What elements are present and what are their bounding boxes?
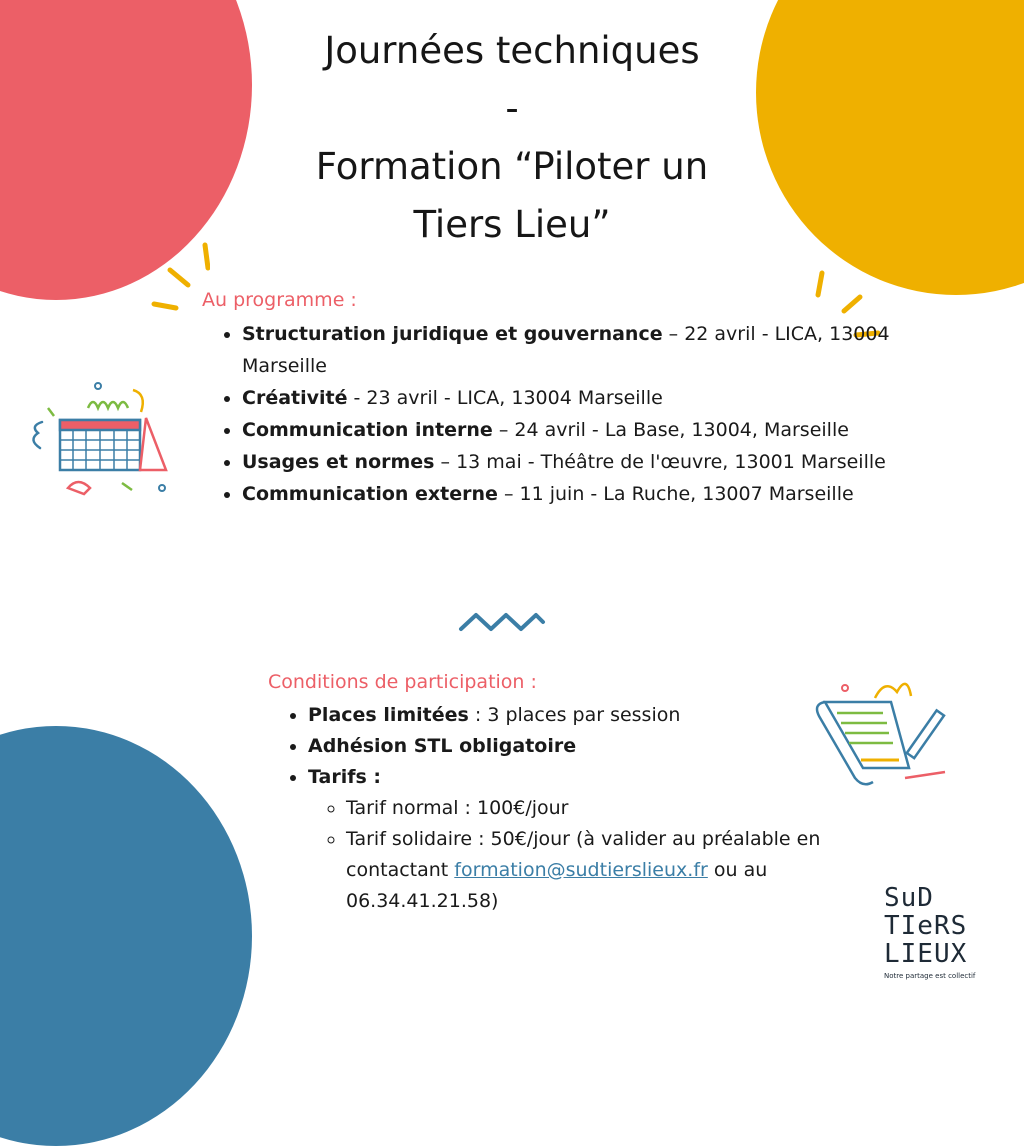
item-title: Communication externe — [242, 483, 498, 505]
email-link[interactable]: formation@sudtierslieux.fr — [454, 859, 708, 881]
list-item — [308, 731, 828, 762]
item-details: – 13 mai - Théâtre de l'œuvre, 13001 Marseille — [434, 451, 886, 473]
list-item — [242, 382, 892, 414]
item-title: Usages et normes — [242, 451, 435, 473]
tarif-solidaire-text: Tarif solidaire : 50€/jour (à valider au préalable en contactant — [346, 828, 821, 881]
zigzag-divider — [458, 610, 546, 634]
logo-tagline: Notre partage est collectif — [884, 972, 976, 980]
item-details: - 23 avril - LICA, 13004 Marseille — [347, 387, 663, 409]
list-item — [308, 762, 828, 917]
title-line-3: Formation “Piloter un — [315, 145, 709, 188]
sparkle-rays-icon — [150, 240, 210, 320]
decorative-blue-circle — [0, 726, 252, 1146]
document-with-pencil-icon — [805, 668, 955, 788]
list-item — [242, 414, 892, 446]
tarifs-list — [308, 793, 828, 917]
calendar-icon — [28, 378, 178, 503]
places-label: Places limitées — [308, 704, 469, 726]
adhesion-label: Adhésion STL obligatoire — [308, 735, 577, 757]
list-item — [242, 478, 892, 510]
list-item — [242, 446, 892, 478]
title-line-4: Tiers Lieu” — [413, 203, 611, 246]
list-item — [242, 318, 892, 382]
programme-heading: Au programme : — [202, 289, 357, 311]
item-title: Communication interne — [242, 419, 493, 441]
tarif-normal: ◦ Tarif normal : 100€/jour — [346, 793, 828, 824]
conditions-heading: Conditions de participation : — [268, 671, 537, 693]
conditions-list — [288, 700, 828, 917]
item-title: Structuration juridique et gouvernance — [242, 323, 663, 345]
item-details: – 24 avril - La Base, 13004, Marseille — [492, 419, 849, 441]
title-line-2: - — [505, 87, 519, 130]
places-value: : 3 places par session — [468, 704, 681, 726]
item-details: – 11 juin - La Ruche, 13007 Marseille — [497, 483, 854, 505]
tarifs-label: Tarifs : — [308, 766, 382, 788]
logo-line-1: SuD — [884, 883, 934, 913]
title-line-1: Journées techniques — [324, 29, 700, 72]
item-details: – 22 avril - LICA, 13004 Marseille — [242, 323, 890, 377]
page-title — [250, 22, 774, 254]
tarif-solidaire-phone: ou au 06.34.41.21.58) — [346, 859, 768, 912]
item-title: Créativité — [242, 387, 348, 409]
list-item — [308, 700, 828, 731]
decorative-red-circle — [0, 0, 252, 300]
tarif-solidaire — [346, 824, 828, 917]
logo-line-2: TIeRS — [884, 911, 968, 941]
sud-tiers-lieux-logo — [884, 884, 996, 980]
logo-line-3: LIEUX — [884, 939, 968, 969]
decorative-yellow-circle — [756, 0, 1024, 295]
programme-list — [222, 318, 892, 510]
